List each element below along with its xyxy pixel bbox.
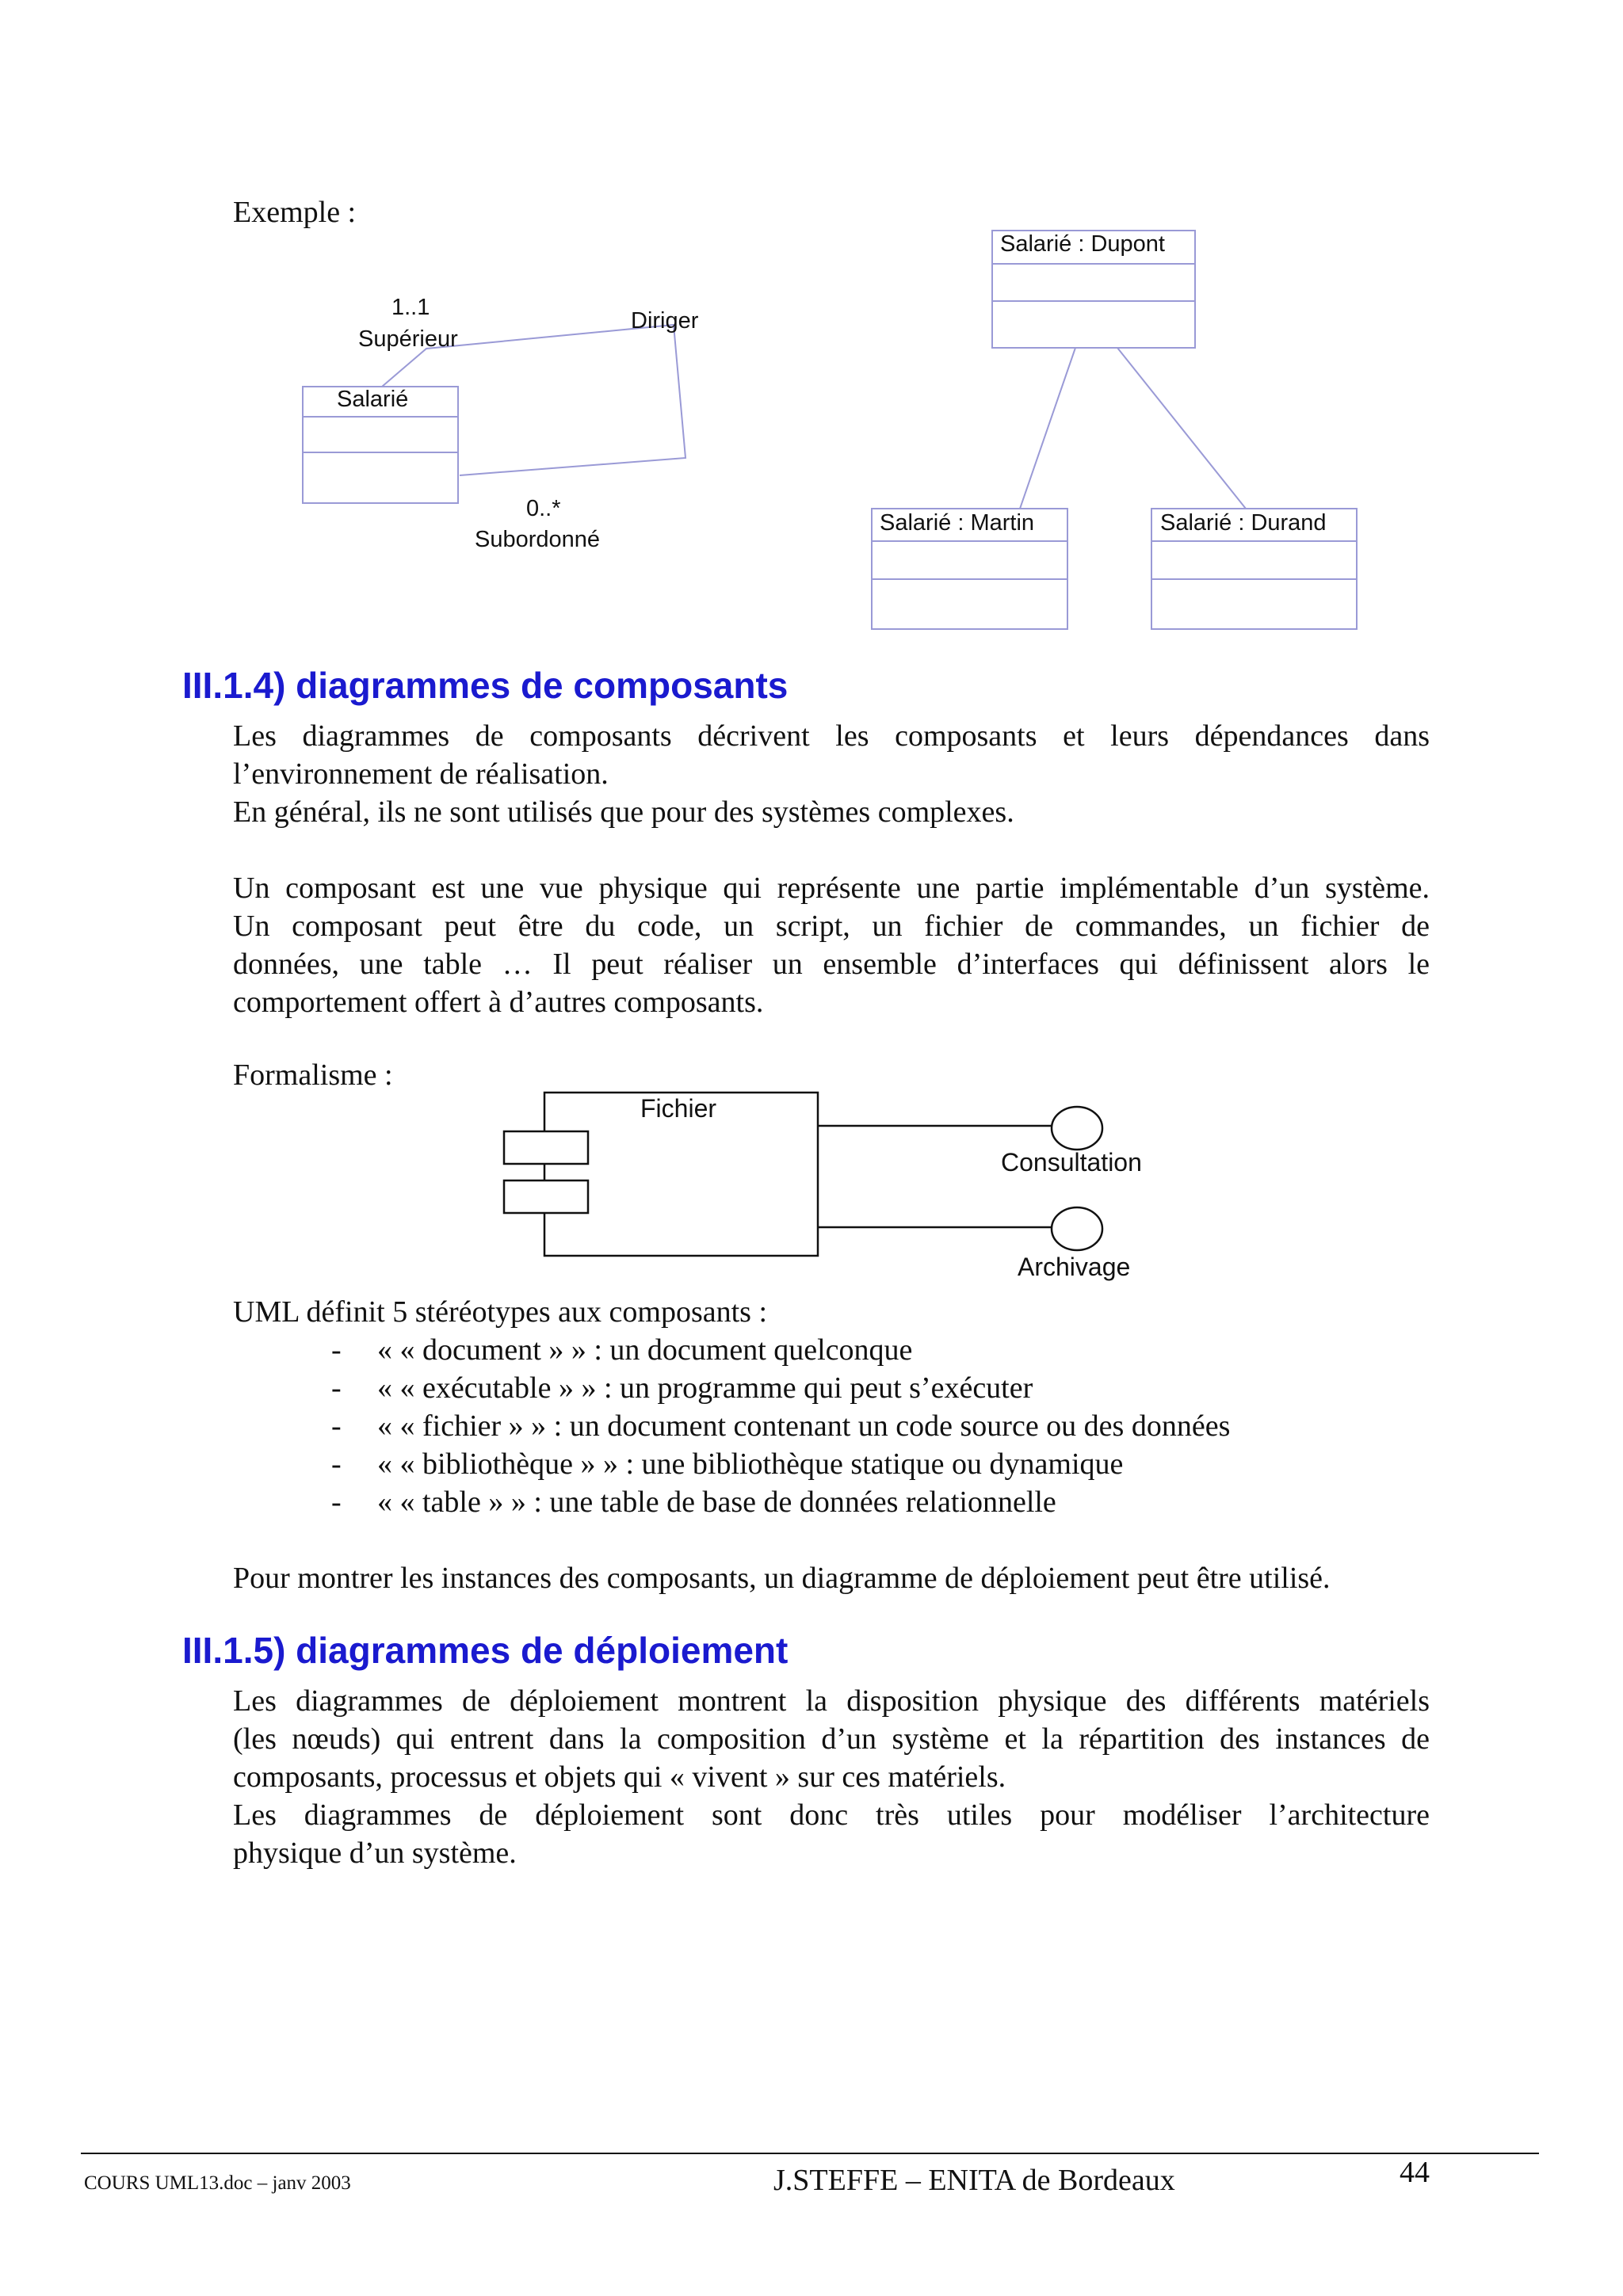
stereotype-item: « « table » » : une table de base de données relationnelle [377,1486,1056,1519]
deployment-p2-line1: Les diagrammes de déploiement sont donc très utiles pour modéliser l’architecture [233,1798,1430,1832]
component-tab-bottom [504,1180,588,1213]
link-dupont-durand [1117,348,1246,509]
list-bullet: - [331,1371,342,1405]
components-p3-line1: Un composant est une vue physique qui représente une partie implémentable d’un système. [233,871,1430,905]
stereotype-item: « « bibliothèque » » : une bibliothèque statique ou dynamique [377,1447,1124,1481]
heading-deployment: III.1.5) diagrammes de déploiement [182,1630,789,1671]
interface-label-consultation: Consultation [1001,1148,1142,1177]
components-p1-line2: l’environnement de réalisation. [233,757,609,791]
deployment-p1-line1: Les diagrammes de déploiement montrent la disposition physique des différents matériels [233,1684,1430,1718]
list-bullet: - [331,1447,342,1481]
heading-components: III.1.4) diagrammes de composants [182,665,789,706]
subordinate-multiplicity: 0..* [526,496,561,521]
interface-lollipop-consultation [1052,1107,1102,1150]
components-p3-line2: Un composant peut être du code, un script, un fichier de commandes, un fichier de [233,910,1430,943]
superior-role: Supérieur [358,326,458,352]
class-name-salarie: Salarié [337,387,409,412]
example-label: Exemple : [233,196,357,229]
stereotypes-intro: UML définit 5 stéréotypes aux composants : [233,1295,768,1329]
components-p3-line3: données, une table … Il peut réaliser un ensemble d’interfaces qui définissent alors le [233,948,1430,981]
deployment-p1-line2: (les nœuds) qui entrent dans la composition d’un système et la répartition des instances de [233,1722,1430,1756]
component-tab-top [504,1131,588,1164]
component-name: Fichier [640,1094,717,1123]
stereotype-item: « « fichier » » : un document contenant un code source ou des données [377,1409,1231,1443]
object-name-dupont: Salarié : Dupont [1000,231,1165,257]
footer-center: J.STEFFE – ENITA de Bordeaux [773,2164,1175,2197]
list-bullet: - [331,1486,342,1519]
stereotype-item: « « document » » : un document quelconque [377,1333,913,1367]
object-name-durand: Salarié : Durand [1160,510,1327,536]
association-name: Diriger [631,308,699,334]
interface-label-archivage: Archivage [1018,1253,1131,1281]
subordinate-role: Subordonné [475,527,601,552]
formalism-label: Formalisme : [233,1058,393,1092]
components-p1-line1: Les diagrammes de composants décrivent les composants et leurs dépendances dans [233,719,1430,753]
list-bullet: - [331,1409,342,1443]
components-p3-line4: comportement offert à d’autres composants. [233,986,764,1019]
link-dupont-martin [1020,348,1075,509]
object-name-martin: Salarié : Martin [880,510,1035,536]
superior-multiplicity: 1..1 [391,295,430,320]
object-diagram [872,231,1357,629]
components-p2: En général, ils ne sont utilisés que pour des systèmes complexes. [233,795,1014,829]
deployment-p1-line3: composants, processus et objets qui « vivent » sur ces matériels. [233,1760,1006,1794]
stereotype-item: « « exécutable » » : un programme qui peut s’exécuter [377,1371,1033,1405]
footer-left: COURS UML13.doc – janv 2003 [84,2172,351,2194]
deployment-p2-line2: physique d’un système. [233,1836,517,1870]
page-number: 44 [1400,2156,1430,2189]
components-closing: Pour montrer les instances des composants, un diagramme de déploiement peut être utilisé. [233,1562,1331,1595]
interface-lollipop-archivage [1052,1207,1102,1250]
list-bullet: - [331,1333,342,1367]
